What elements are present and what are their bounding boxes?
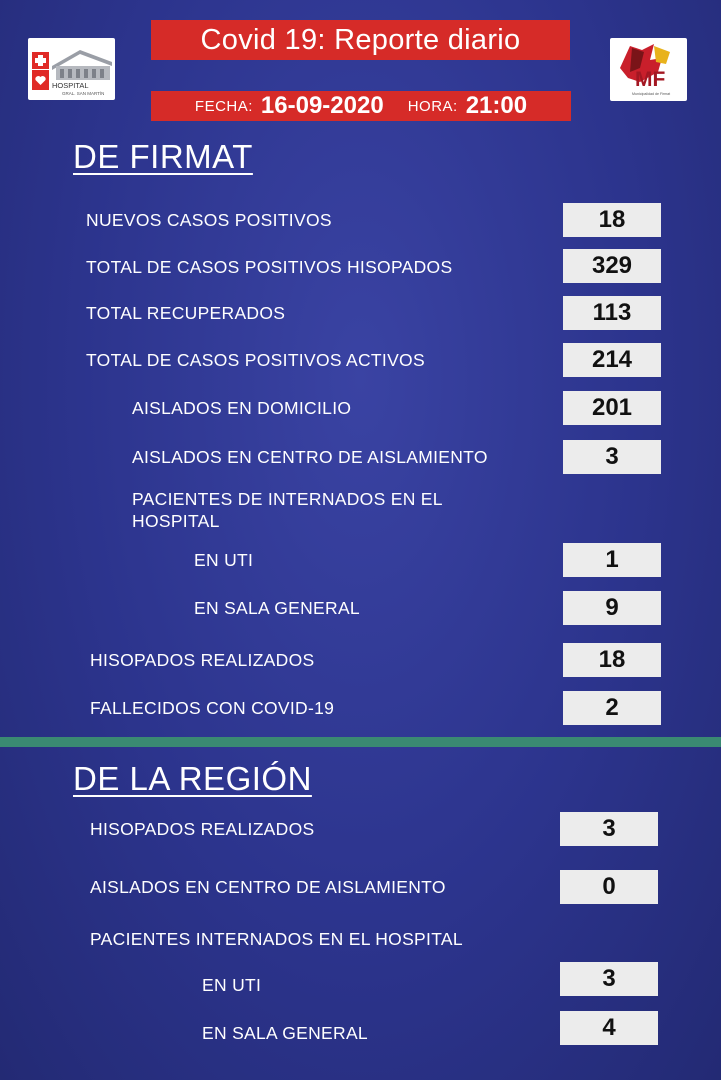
section-title-region: DE LA REGIÓN — [73, 760, 312, 797]
hospital-logo — [28, 38, 115, 100]
row-value: 4 — [560, 1011, 658, 1045]
row-label: PACIENTES INTERNADOS EN EL HOSPITAL — [90, 929, 463, 949]
svg-text:HOSPITAL: HOSPITAL — [52, 81, 89, 90]
svg-text:Municipalidad de Firmat: Municipalidad de Firmat — [632, 92, 671, 96]
section-title-firmat: DE FIRMAT — [73, 138, 253, 175]
svg-text:GRAL. SAN MARTÍN: GRAL. SAN MARTÍN — [62, 91, 105, 96]
row-label: TOTAL DE CASOS POSITIVOS ACTIVOS — [86, 350, 425, 370]
row-value: 9 — [563, 591, 661, 625]
row-label: HISOPADOS REALIZADOS — [90, 650, 315, 670]
row-label: NUEVOS CASOS POSITIVOS — [86, 210, 332, 230]
date-value: 16-09-2020 — [260, 92, 384, 119]
date-time-banner — [151, 91, 571, 121]
date-label: FECHA: — [194, 97, 253, 115]
row-value: 1 — [563, 543, 661, 577]
row-label: TOTAL RECUPERADOS — [86, 303, 286, 323]
row-label: AISLADOS EN CENTRO DE AISLAMIENTO — [132, 447, 488, 467]
row-label: FALLECIDOS CON COVID-19 — [90, 698, 335, 718]
row-value: 113 — [563, 296, 661, 330]
row-label: PACIENTES DE INTERNADOS EN EL HOSPITAL — [132, 489, 443, 531]
row-label: TOTAL DE CASOS POSITIVOS HISOPADOS — [86, 257, 453, 277]
row-value: 2 — [563, 691, 661, 725]
row-value: 214 — [563, 343, 661, 377]
row-label: AISLADOS EN DOMICILIO — [132, 398, 352, 418]
row-value: 3 — [560, 962, 658, 996]
report-title: Covid 19: Reporte diario — [151, 20, 570, 60]
row-label: EN UTI — [194, 550, 254, 570]
row-label: EN UTI — [202, 975, 262, 995]
row-value: 3 — [563, 440, 661, 474]
svg-text:MF: MF — [635, 68, 666, 91]
section-divider — [0, 737, 721, 747]
row-value: 18 — [563, 643, 661, 677]
row-value: 201 — [563, 391, 661, 425]
row-label: EN SALA GENERAL — [194, 598, 360, 618]
municipality-logo — [610, 38, 687, 101]
row-value: 3 — [560, 812, 658, 846]
row-label: HISOPADOS REALIZADOS — [90, 819, 315, 839]
time-value: 21:00 — [465, 92, 528, 119]
row-value: 18 — [563, 203, 661, 237]
row-label: EN SALA GENERAL — [202, 1023, 368, 1043]
row-value: 0 — [560, 870, 658, 904]
time-label: HORA: — [407, 97, 458, 115]
row-label: AISLADOS EN CENTRO DE AISLAMIENTO — [90, 877, 446, 897]
row-value: 329 — [563, 249, 661, 283]
